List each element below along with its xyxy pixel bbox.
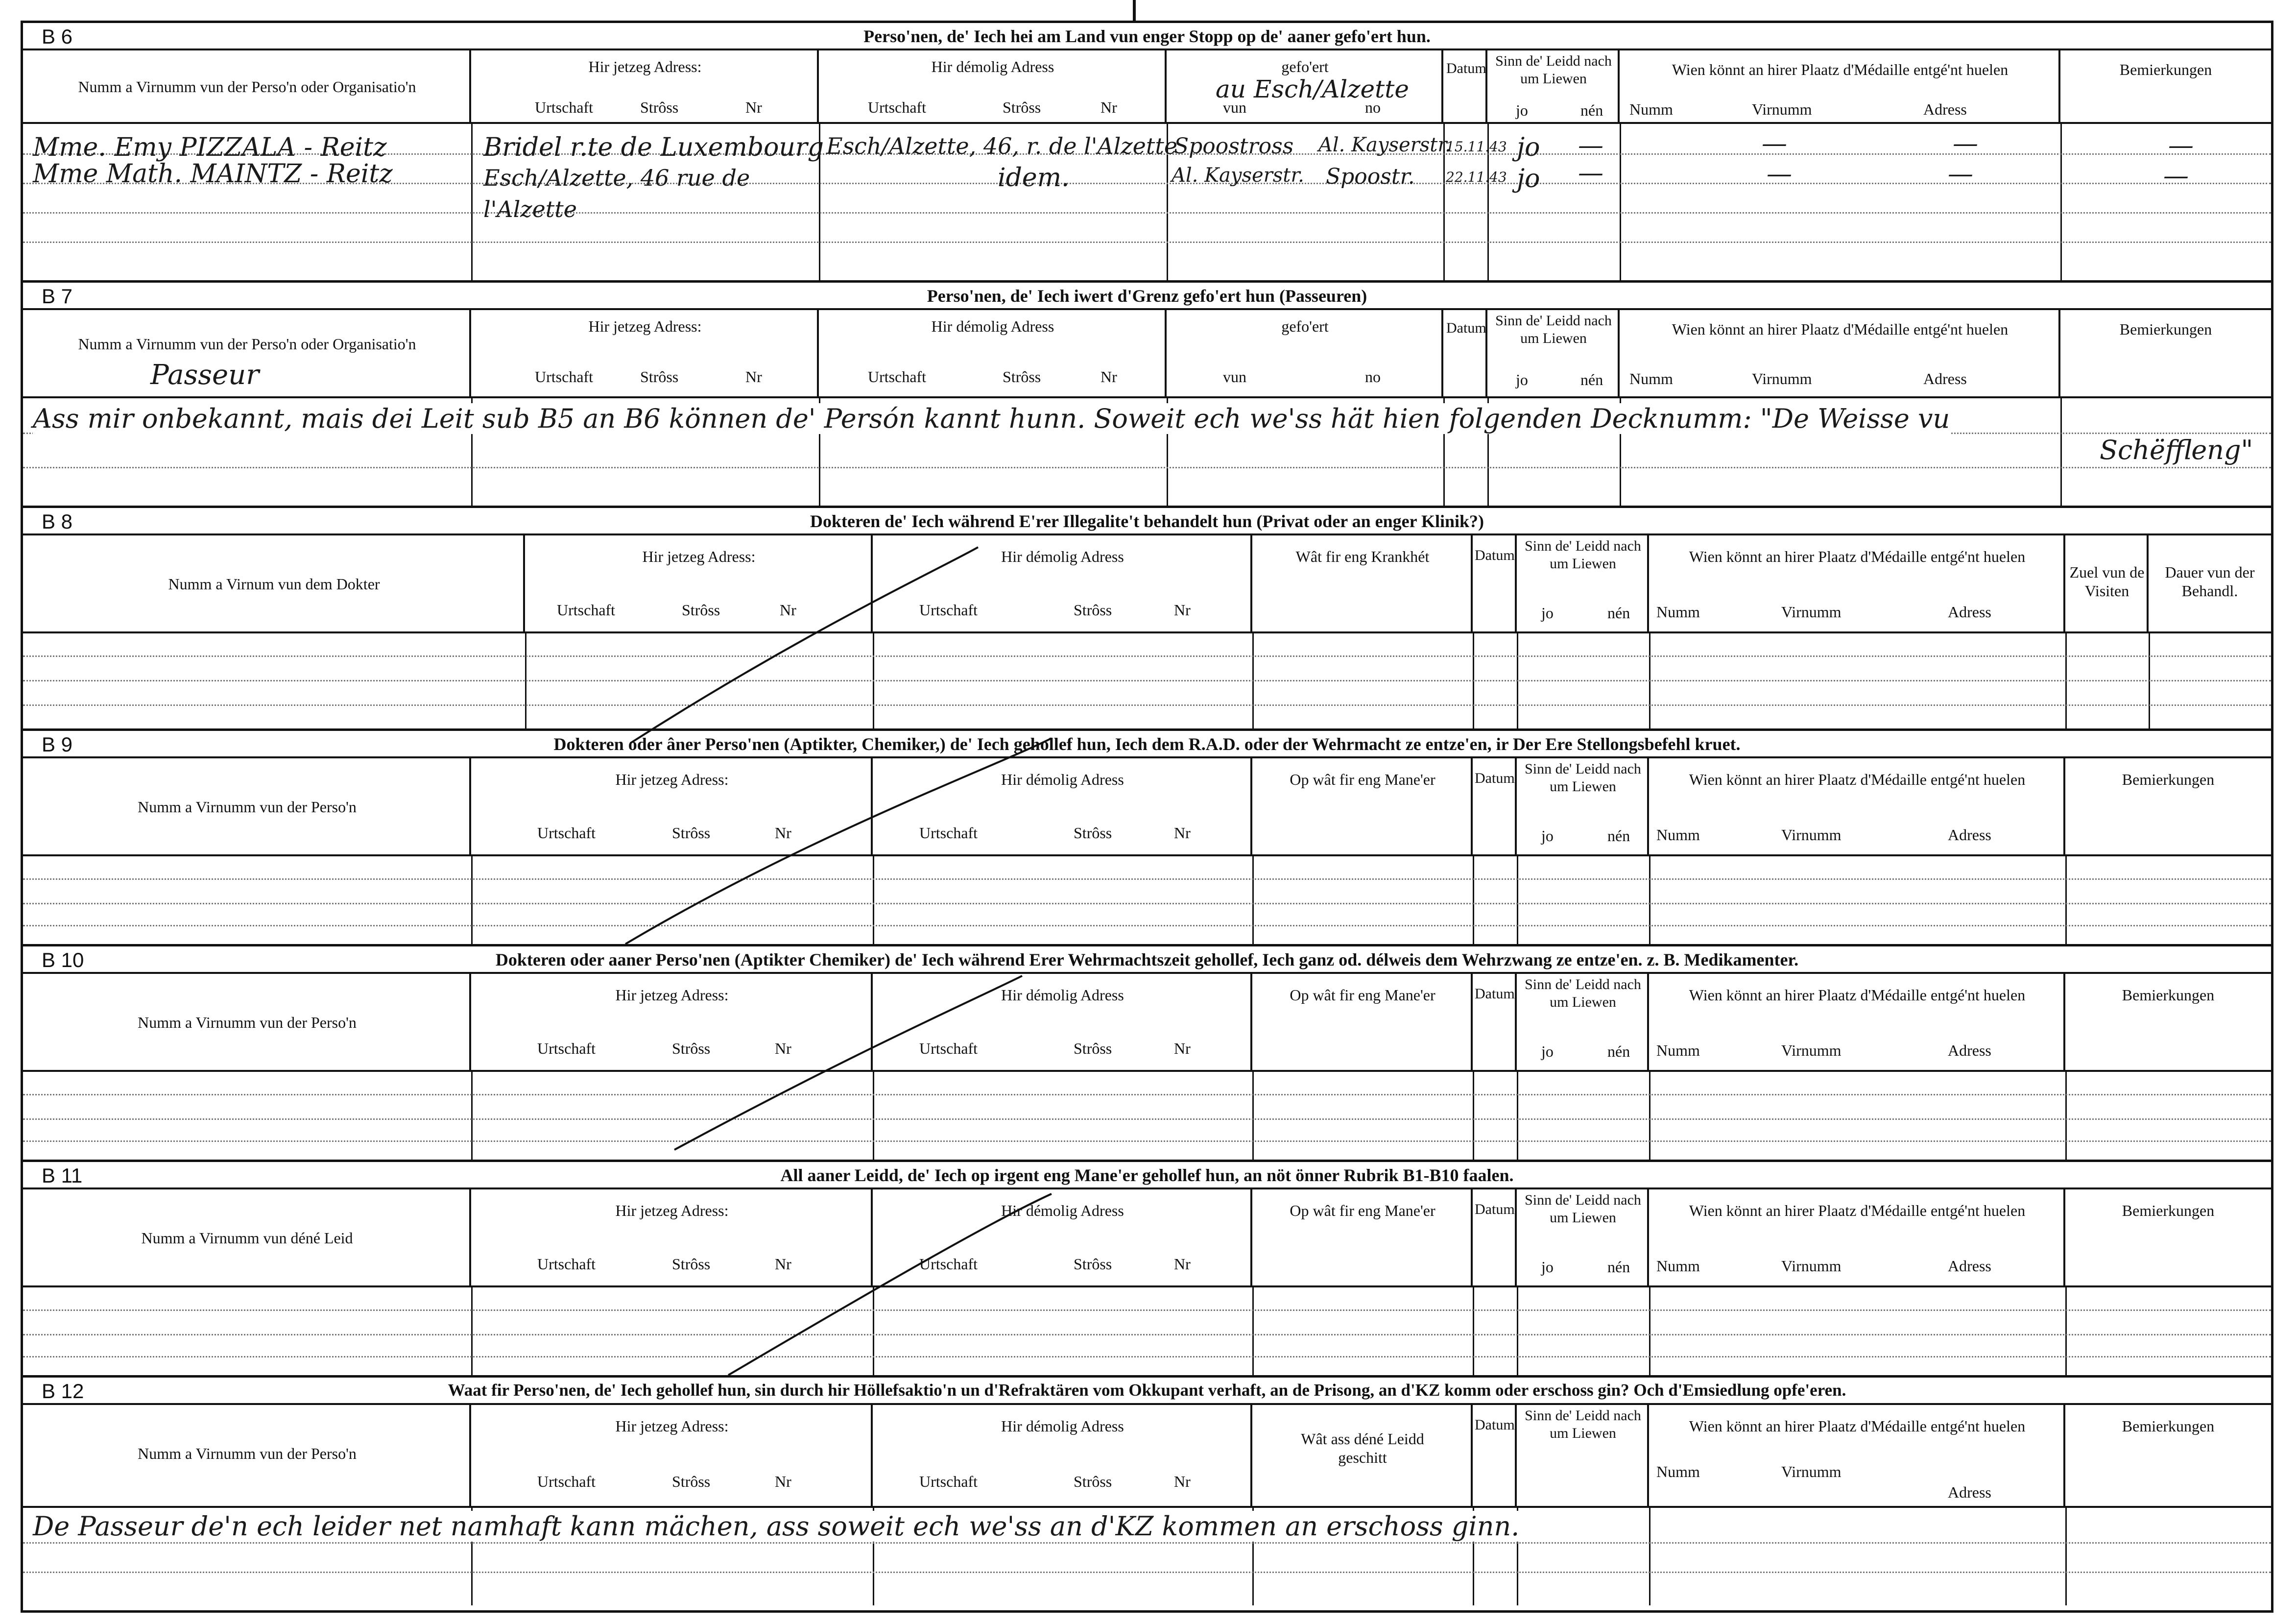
row1-numm: — (1762, 129, 1787, 158)
stross-label: Strôss (672, 824, 711, 842)
stross-label: Strôss (672, 1255, 711, 1273)
nen-label: nén (1607, 604, 1630, 622)
strike-line-b10 (674, 976, 1022, 1150)
zuel-label: Zuel vun de Visiten (2069, 563, 2145, 600)
addr-then-label: Hir démolig Adress (1001, 771, 1124, 788)
op-label: Op wât fir eng Mane'er (1290, 771, 1435, 788)
nr-label: Nr (1174, 1255, 1191, 1273)
urtschaft-label: Urtschaft (537, 1040, 596, 1057)
col-name-label: Numm a Virnumm vun der Perso'n (138, 1014, 357, 1031)
section-code: B 6 (42, 25, 73, 48)
jo-label: jo (1541, 604, 1554, 622)
addr-now-label: Hir jetzeg Adress: (615, 1417, 729, 1435)
row2-name: Mme Math. MAINTZ - Reitz (33, 159, 393, 189)
medaille-label: Wien könnt an hirer Plaatz d'Médaille entgé'nt huelen (1689, 548, 2026, 565)
addr-now-label: Hir jetzeg Adress: (615, 986, 729, 1004)
row2-jo: jo (1517, 164, 1540, 194)
stross-label: Strôss (1003, 368, 1041, 386)
bemierkungen-label: Bemierkungen (2119, 320, 2212, 338)
nr-label: Nr (1174, 1473, 1191, 1490)
col-name-label: Numm a Virnumm vun der Perso'n (138, 1445, 357, 1462)
stross-label: Strôss (1074, 1040, 1112, 1057)
stross-label: Strôss (1074, 601, 1112, 619)
nr-label: Nr (1174, 824, 1191, 842)
bemierkungen-label: Bemierkungen (2122, 986, 2215, 1004)
row1-then: Esch/Alzette, 46, r. de l'Alzette (826, 133, 1178, 159)
gefoert-label: gefo'ert (1281, 58, 1329, 75)
virnumm-label: Virnumm (1781, 1042, 1842, 1059)
urtschaft-label: Urtschaft (537, 1255, 596, 1273)
nen-label: nén (1607, 1258, 1630, 1276)
stross-label: Strôss (1074, 1255, 1112, 1273)
adress-label: Adress (1923, 100, 1967, 118)
adress-label: Adress (1923, 370, 1967, 388)
virnumm-label: Virnumm (1781, 1463, 1842, 1480)
sinn-label: Sinn de' Leidd nach um Liewen (1495, 313, 1612, 346)
urtschaft-label: Urtschaft (535, 98, 594, 116)
section-title: Dokteren oder âner Perso'nen (Aptikter, Chemiker,) de' Iech gehollef hun, Iech dem R.A.D. oder der Wehrmacht ze entze'en, ir Der Ere Stellongsbefehl kruet. (553, 734, 1741, 754)
dauer-label: Dauer vun der Behandl. (2165, 563, 2255, 600)
row2-bem: — (2163, 161, 2189, 191)
strike-line-b9 (625, 738, 1052, 944)
stross-label: Strôss (682, 601, 720, 619)
section-title: Dokteren oder aaner Perso'nen (Aptikter Chemiker) de' Iech während Erer Wehrmachtszeit gehollef, Iech ganz od. délweis dem Wehrzwang ze entze'en. z. B. Medikamenter. (495, 950, 1799, 969)
section-title: Perso'nen, de' Iech hei am Land vun enger Stopp op de' aaner gefo'ert hun. (863, 26, 1431, 46)
op-label: Op wât fir eng Mane'er (1290, 1202, 1435, 1219)
medaille-label: Wien könnt an hirer Plaatz d'Médaille entgé'nt huelen (1689, 771, 2026, 788)
virnumm-label: Virnumm (1781, 1257, 1842, 1275)
virnumm-label: Virnumm (1752, 100, 1812, 118)
adress-label: Adress (1948, 603, 1991, 621)
addr-then-label: Hir démolig Adress (1001, 1202, 1124, 1219)
stross-label: Strôss (1003, 98, 1041, 116)
stross-label: Strôss (1074, 824, 1112, 842)
urtschaft-label: Urtschaft (537, 824, 596, 842)
addr-then-label: Hir démolig Adress (1001, 1417, 1124, 1435)
op-label: Op wât fir eng Mane'er (1290, 986, 1435, 1004)
nr-label: Nr (775, 1040, 791, 1057)
jo-label: jo (1541, 1258, 1554, 1276)
numm-label: Numm (1629, 100, 1673, 118)
section-code: B 10 (42, 948, 84, 971)
col-name-label: Numm a Virnum vun dem Dokter (168, 575, 380, 593)
datum-label: Datum (1475, 770, 1515, 786)
strike-through-lines (23, 23, 2276, 1615)
nr-label: Nr (775, 1255, 791, 1273)
col-name-label: Numm a Virnumm vun der Perso'n oder Organisatio'n (78, 78, 416, 96)
gefoert-handwriting: au Esch/Alzette (1216, 75, 1409, 103)
urtschaft-label: Urtschaft (535, 368, 594, 386)
addr-then-label: Hir démolig Adress (1001, 548, 1124, 565)
section-code: B 8 (42, 510, 73, 533)
medaille-label: Wien könnt an hirer Plaatz d'Médaille entgé'nt huelen (1672, 61, 2009, 78)
sinn-label: Sinn de' Leidd nach um Liewen (1525, 1407, 1641, 1441)
medaille-label: Wien könnt an hirer Plaatz d'Médaille entgé'nt huelen (1689, 1202, 2026, 1219)
section-title: Waat fir Perso'nen, de' Iech gehollef hun, sin durch hir Höllefsaktio'n un d'Refraktären vom Okkupant verhaft, an de Prisong, an d'KZ komm oder erschoss gin? Och d'Emsiedlung opfe'eren. (448, 1381, 1846, 1400)
row1-vun: Spoostross (1174, 134, 1294, 159)
adress-label: Adress (1948, 1257, 1991, 1275)
krank-label: Wât fir eng Krankhét (1295, 548, 1430, 565)
passeur-handwriting: Passeur (150, 359, 260, 391)
nen-label: nén (1607, 1042, 1630, 1060)
medaille-label: Wien könnt an hirer Plaatz d'Médaille entgé'nt huelen (1689, 1417, 2026, 1435)
adress-label: Adress (1948, 826, 1991, 844)
adress-label: Adress (1948, 1042, 1991, 1059)
vun-label: vun (1223, 368, 1246, 386)
urtschaft-label: Urtschaft (919, 824, 978, 842)
row2-now: Esch/Alzette, 46 rue de l'Alzette (483, 165, 750, 223)
col-name-label: Numm a Virnumm vun der Perso'n oder Organisatio'n (78, 335, 416, 353)
datum-label: Datum (1475, 547, 1515, 563)
stross-label: Strôss (640, 368, 679, 386)
row2-virnumm: — (1948, 159, 1973, 189)
urtschaft-label: Urtschaft (919, 1040, 978, 1057)
bemierkungen-label: Bemierkungen (2122, 1202, 2215, 1219)
addr-then-label: Hir démolig Adress (931, 317, 1054, 335)
sinn-label: Sinn de' Leidd nach um Liewen (1525, 761, 1641, 795)
row2-vun: Al. Kayserstr. (1172, 164, 1304, 187)
row1-no: Al. Kayserstr. (1318, 134, 1451, 156)
jo-label: jo (1516, 101, 1528, 119)
nr-label: Nr (1174, 1040, 1191, 1057)
b7-handwriting-line2: Schëffleng" (2100, 435, 2253, 465)
jo-label: jo (1541, 827, 1554, 845)
no-label: no (1365, 368, 1381, 386)
stross-label: Strôss (672, 1040, 711, 1057)
sinn-label: Sinn de' Leidd nach um Liewen (1525, 976, 1641, 1010)
row1-virnumm: — (1953, 129, 1978, 158)
section-title: Perso'nen, de' Iech iwert d'Grenz gefo'ert hun (Passeuren) (927, 286, 1367, 306)
row2-no: Spoostr. (1326, 164, 1415, 189)
nen-label: nén (1580, 371, 1603, 388)
urtschaft-label: Urtschaft (868, 98, 927, 116)
strike-line-b8 (630, 547, 978, 743)
bemierkungen-label: Bemierkungen (2119, 61, 2212, 78)
section-code: B 9 (42, 733, 73, 756)
addr-now-label: Hir jetzeg Adress: (615, 1202, 729, 1219)
virnumm-label: Virnumm (1752, 370, 1812, 388)
row1-jo: jo (1517, 133, 1540, 162)
datum-label: Datum (1475, 1417, 1515, 1433)
datum-label: Datum (1475, 986, 1515, 1002)
numm-label: Numm (1656, 1463, 1700, 1480)
urtschaft-label: Urtschaft (919, 601, 978, 619)
section-code: B 7 (42, 285, 73, 308)
sinn-label: Sinn de' Leidd nach um Liewen (1495, 53, 1612, 87)
section-code: B 11 (42, 1164, 83, 1187)
gefoert-label: gefo'ert (1281, 317, 1329, 335)
stross-label: Strôss (1074, 1473, 1112, 1490)
section-title: All aaner Leidd, de' Iech op irgent eng Mane'er gehollef hun, an nöt önner Rubrik B1-B10 faalen. (780, 1165, 1514, 1185)
virnumm-label: Virnumm (1781, 826, 1842, 844)
adress-label: Adress (1948, 1483, 1991, 1501)
row2-datum: 22.11.43 (1446, 169, 1507, 185)
row2-nen: — (1578, 158, 1603, 188)
nr-label: Nr (745, 368, 762, 386)
datum-label: Datum (1446, 60, 1486, 76)
bemierkungen-label: Bemierkungen (2122, 1417, 2215, 1435)
urtschaft-label: Urtschaft (919, 1473, 978, 1490)
nen-label: nén (1607, 827, 1630, 845)
datum-label: Datum (1446, 320, 1486, 336)
nr-label: Nr (1174, 601, 1191, 619)
row1-datum: 15.11.43 (1446, 139, 1507, 155)
row1-name: Mme. Emy PIZZALA - Reitz (33, 133, 387, 162)
section-code: B 12 (42, 1380, 84, 1403)
row1-bem: — (2168, 131, 2194, 160)
medaille-label: Wien könnt an hirer Plaatz d'Médaille entgé'nt huelen (1689, 986, 2026, 1004)
urtschaft-label: Urtschaft (868, 368, 927, 386)
addr-now-label: Hir jetzeg Adress: (642, 548, 756, 565)
top-cut-mark (1133, 0, 1136, 22)
b12-handwriting: De Passeur de'n ech leider net namhaft kann mächen, ass soweit ech we'ss an d'KZ kommen an erschoss ginn. (33, 1511, 1520, 1542)
row1-now: Bridel r.te de Luxembourg (483, 133, 824, 162)
nr-label: Nr (780, 601, 796, 619)
row2-numm: — (1767, 159, 1792, 189)
section-title: Dokteren de' Iech während E'rer Illegalite't behandelt hun (Privat oder an enger Klinik?) (810, 511, 1484, 531)
numm-label: Numm (1656, 1257, 1700, 1275)
col-name-label: Numm a Virnumm vun der Perso'n (138, 798, 357, 816)
numm-label: Numm (1629, 370, 1673, 388)
numm-label: Numm (1656, 826, 1700, 844)
questionnaire-form (21, 21, 2273, 1613)
bemierkungen-label: Bemierkungen (2122, 771, 2215, 788)
jo-label: jo (1516, 371, 1528, 388)
numm-label: Numm (1656, 1042, 1700, 1059)
nr-label: Nr (775, 824, 791, 842)
urtschaft-label: Urtschaft (537, 1473, 596, 1490)
jo-label: jo (1541, 1042, 1554, 1060)
urtschaft-label: Urtschaft (919, 1255, 978, 1273)
addr-now-label: Hir jetzeg Adress: (615, 771, 729, 788)
urtschaft-label: Urtschaft (557, 601, 616, 619)
virnumm-label: Virnumm (1781, 603, 1842, 621)
stross-label: Strôss (640, 98, 679, 116)
no-label: no (1365, 98, 1381, 116)
addr-now-label: Hir jetzeg Adress: (588, 317, 702, 335)
addr-now-label: Hir jetzeg Adress: (588, 58, 702, 75)
nr-label: Nr (775, 1473, 791, 1490)
col-name-label: Numm a Virnumm vun déné Leid (141, 1229, 353, 1247)
nr-label: Nr (1100, 368, 1117, 386)
addr-then-label: Hir démolig Adress (1001, 986, 1124, 1004)
sinn-label: Sinn de' Leidd nach um Liewen (1525, 1192, 1641, 1226)
medaille-label: Wien könnt an hirer Plaatz d'Médaille entgé'nt huelen (1672, 320, 2009, 338)
numm-label: Numm (1656, 603, 1700, 621)
addr-then-label: Hir démolig Adress (931, 58, 1054, 75)
row2-then: idem. (998, 163, 1070, 193)
row1-nen: — (1578, 131, 1603, 160)
nr-label: Nr (1100, 98, 1117, 116)
vun-label: vun (1223, 98, 1246, 116)
sinn-label: Sinn de' Leidd nach um Liewen (1525, 538, 1641, 572)
nen-label: nén (1580, 101, 1603, 119)
datum-label: Datum (1475, 1201, 1515, 1217)
wat-label: Wât ass déné Leidd geschitt (1301, 1430, 1424, 1467)
nr-label: Nr (745, 98, 762, 116)
b7-handwriting-line1: Ass mir onbekannt, mais dei Leit sub B5 an B6 können de' Persón kannt hunn. Soweit ech we'ss hät hien folgenden Decknumm: "De Weisse vu (33, 403, 1950, 434)
strike-line-b11 (728, 1194, 1052, 1375)
stross-label: Strôss (672, 1473, 711, 1490)
